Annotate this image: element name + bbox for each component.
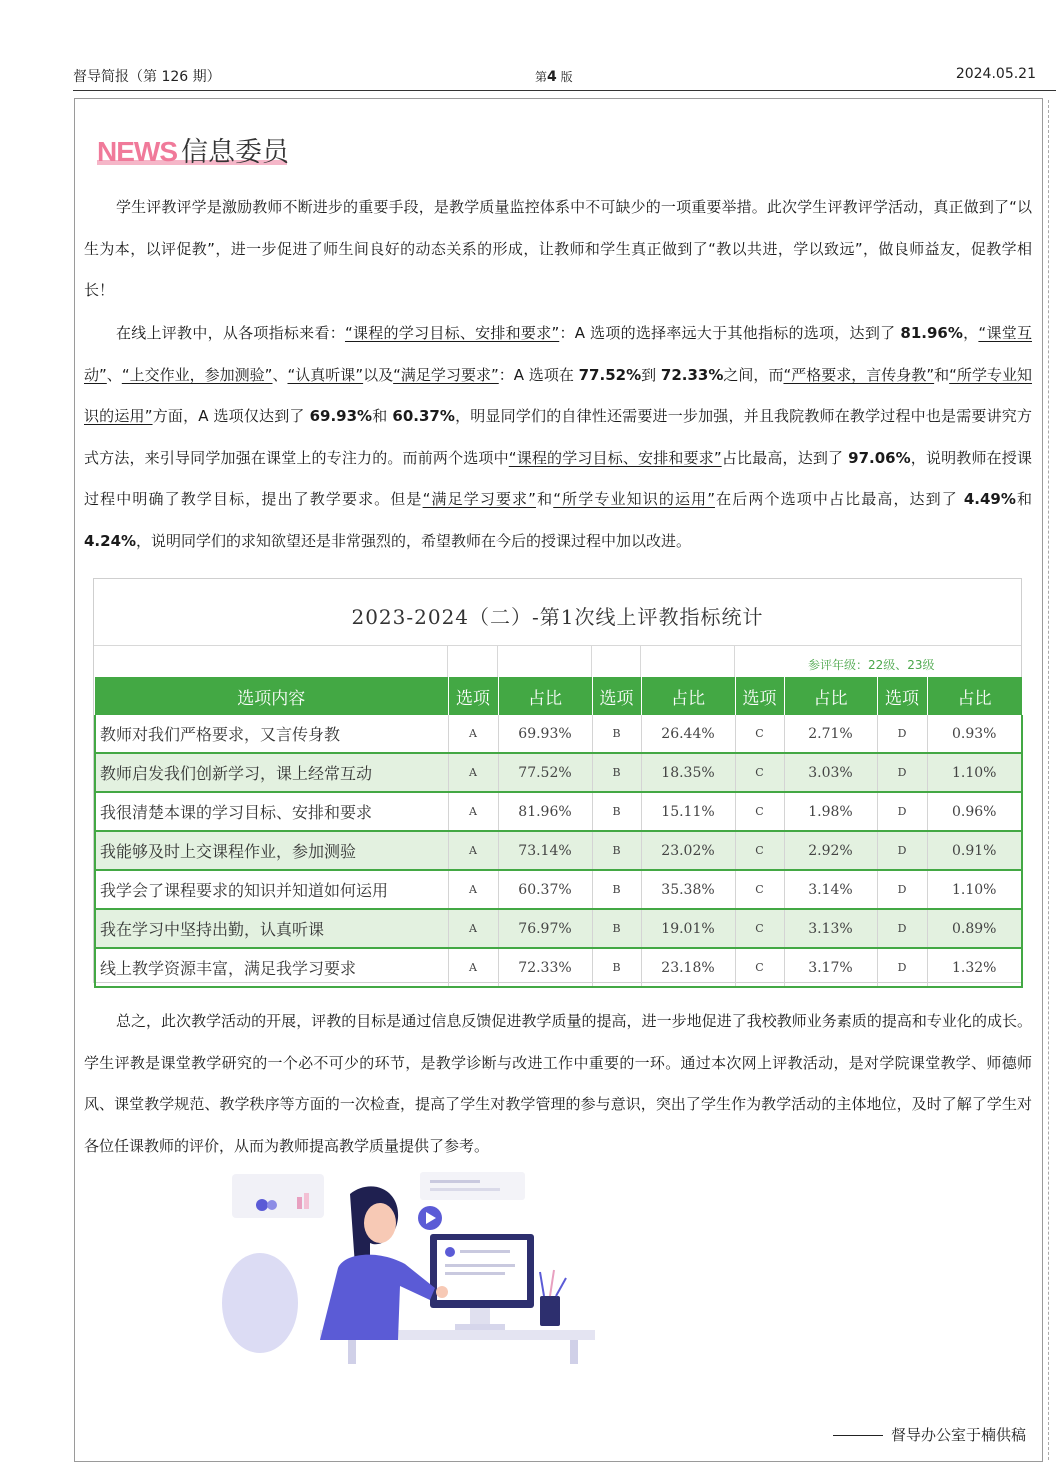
teacher-computer-illustration	[220, 1168, 600, 1364]
percentage-value: 2.92%	[784, 831, 877, 870]
percentage-value: 1.10%	[927, 753, 1022, 792]
table-header-row	[95, 677, 1022, 715]
table-row	[95, 753, 1022, 792]
option-letter: A	[448, 948, 498, 987]
percentage-value: 26.44%	[641, 715, 735, 753]
option-letter: D	[877, 909, 927, 948]
percentage-value: 3.17%	[784, 948, 877, 987]
table-body	[95, 715, 1022, 987]
percentage-value: 1.98%	[784, 792, 877, 831]
option-letter: D	[877, 948, 927, 987]
option-letter: B	[592, 948, 641, 987]
option-letter: B	[592, 792, 641, 831]
percentage-value: 3.14%	[784, 870, 877, 909]
percentage-value: 76.97%	[498, 909, 592, 948]
header-item-content: 选项内容	[95, 677, 448, 715]
header-percentage: 占比	[784, 677, 877, 715]
header-percentage: 占比	[927, 677, 1022, 715]
option-letter: D	[877, 792, 927, 831]
header-option: 选项	[448, 677, 498, 715]
header-option: 选项	[735, 677, 784, 715]
option-letter: C	[735, 909, 784, 948]
option-letter: A	[448, 715, 498, 753]
option-letter: B	[592, 831, 641, 870]
header-percentage: 占比	[498, 677, 592, 715]
section-title	[97, 130, 289, 168]
percentage-value: 1.10%	[927, 870, 1022, 909]
item-label: 我在学习中坚持出勤，认真听课	[95, 909, 448, 948]
paragraph-conclusion: 总之，此次教学活动的开展，评教的目标是通过信息反馈促进教学质量的提高，进一步地促进了我校教师业务素质的提高和专业化的成长。学生评教是课堂教学研究的一个必不可少的环节，是教学诊断与改进工作中重要的一环。通过本次网上评教活动，是对学院课堂教学、师德师风、课堂教学规范、教学秩序等方面的一次检查，提高了学生对教学管理的参与意识，突出了学生作为教学活动的主体地位，及时了解了学生对各位任课教师的评价，从而为教师提高教学质量提供了参考。	[84, 1012, 1032, 1155]
option-letter: D	[877, 831, 927, 870]
option-letter: B	[592, 870, 641, 909]
percentage-value: 60.37%	[498, 870, 592, 909]
percentage-value: 35.38%	[641, 870, 735, 909]
page-number: 第4 版	[535, 69, 573, 85]
issue-date: 2024.05.21	[955, 66, 1036, 82]
option-letter: D	[877, 715, 927, 753]
item-label: 教师对我们严格要求，又言传身教	[95, 715, 448, 753]
paragraph-analysis: 在线上评教中，从各项指标来看：“课程的学习目标、安排和要求”：A 选项的选择率远大于其他指标的选项，达到了 81.96%，“课堂互动”、“上交作业，参加测验”、“认真听课”以及“满足学习要求”：A 选项在 77.52%到 72.33%之间，而“严格要求，言传身教”和“所学专业知识的运用”方面，A 选项仅达到了 69.93%和 60.37%，明显同学们的自律性还需要进一步加强，并且我院教师在教学过程中也是需要讲究方式方法，来引导同学加强在课堂上的专注力的。而前两个选项中“课程的学习目标、安排和要求”占比最高，达到了 97.06%，说明教师在授课过程中明确了教学目标，提出了教学要求。但是“满足学习要求”和“所学专业知识的运用”在后两个选项中占比最高，达到了 4.49%和 4.24%，说明同学们的求知欲望还是非常强烈的，希望教师在今后的授课过程中加以改进。	[84, 324, 1032, 550]
option-letter: C	[735, 792, 784, 831]
item-label: 我能够及时上交课程作业，参加测验	[95, 831, 448, 870]
option-letter: A	[448, 870, 498, 909]
item-label: 线上教学资源丰富，满足我学习要求	[95, 948, 448, 987]
percentage-value: 0.89%	[927, 909, 1022, 948]
page-header	[73, 64, 1036, 88]
percentage-value: 3.13%	[784, 909, 877, 948]
item-label: 我学会了课程要求的知识并知道如何运用	[95, 870, 448, 909]
percentage-value: 15.11%	[641, 792, 735, 831]
option-letter: A	[448, 909, 498, 948]
option-letter: D	[877, 870, 927, 909]
table-meta-row	[94, 645, 1021, 678]
table-title: 2023-2024（二）-第1次线上评教指标统计	[351, 605, 764, 629]
option-letter: C	[735, 753, 784, 792]
percentage-value: 73.14%	[498, 831, 592, 870]
percentage-value: 1.32%	[927, 948, 1022, 987]
option-letter: B	[592, 909, 641, 948]
option-letter: C	[735, 715, 784, 753]
signature-dash	[833, 1435, 883, 1436]
option-letter: A	[448, 831, 498, 870]
percentage-value: 19.01%	[641, 909, 735, 948]
percentage-value: 2.71%	[784, 715, 877, 753]
option-letter: B	[592, 715, 641, 753]
header-rule	[73, 90, 1056, 91]
percentage-value: 77.52%	[498, 753, 592, 792]
option-letter: A	[448, 792, 498, 831]
percentage-value: 0.93%	[927, 715, 1022, 753]
option-letter: B	[592, 753, 641, 792]
table-row	[95, 715, 1022, 753]
paragraph-intro: 学生评教评学是激励教师不断进步的重要手段，是教学质量监控体系中不可缺少的一项重要举措。此次学生评教评学活动，真正做到了“以生为本，以评促教”，进一步促进了师生间良好的动态关系的形成，让教师和学生真正做到了“教以共进，学以致远”，做良师益友，促教学相长！	[84, 198, 1032, 300]
option-letter: C	[735, 831, 784, 870]
option-letter: D	[877, 753, 927, 792]
item-label: 教师启发我们创新学习，课上经常互动	[95, 753, 448, 792]
header-option: 选项	[877, 677, 927, 715]
percentage-value: 69.93%	[498, 715, 592, 753]
bulletin-issue: 督导简报（第 126 期）	[73, 69, 221, 85]
table-row	[95, 792, 1022, 831]
table-row	[95, 909, 1022, 948]
option-letter: C	[735, 870, 784, 909]
header-option: 选项	[592, 677, 641, 715]
signature: 督导办公室于楠供稿	[833, 1424, 1026, 1445]
table-row	[95, 870, 1022, 909]
percentage-value: 0.91%	[927, 831, 1022, 870]
section-title-text: 信息委员	[181, 137, 289, 168]
grade-note: 参评年级：22级、23级	[808, 658, 935, 672]
option-letter: A	[448, 753, 498, 792]
option-letter: C	[735, 948, 784, 987]
item-label: 我很清楚本课的学习目标、安排和要求	[95, 792, 448, 831]
table-row	[95, 948, 1022, 987]
evaluation-table	[94, 677, 1023, 988]
percentage-value: 23.02%	[641, 831, 735, 870]
news-logo: NEWS	[97, 136, 177, 167]
table-row	[95, 831, 1022, 870]
page-frame-dashed	[1048, 100, 1049, 1460]
percentage-value: 18.35%	[641, 753, 735, 792]
evaluation-table-card	[93, 578, 1022, 983]
percentage-value: 23.18%	[641, 948, 735, 987]
header-percentage: 占比	[641, 677, 735, 715]
percentage-value: 72.33%	[498, 948, 592, 987]
percentage-value: 3.03%	[784, 753, 877, 792]
percentage-value: 0.96%	[927, 792, 1022, 831]
percentage-value: 81.96%	[498, 792, 592, 831]
